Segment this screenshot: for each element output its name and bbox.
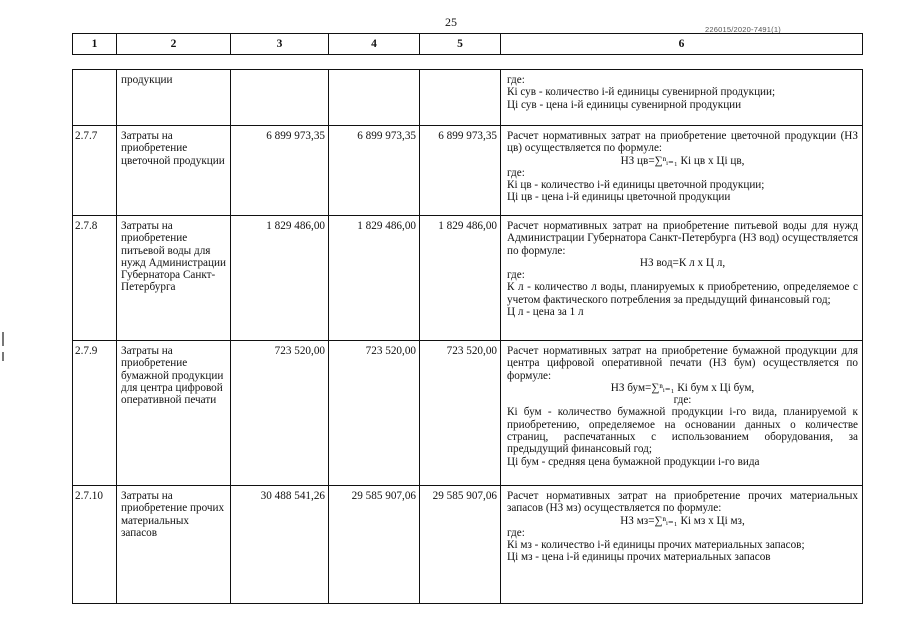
amount-year-2: 723 520,00 — [329, 341, 420, 486]
calculation-description — [501, 70, 863, 126]
column-header-1: 1 — [73, 34, 117, 55]
amount-year-2: 29 585 907,06 — [329, 486, 420, 604]
expense-name: Затраты на приобретение цветочной продукции — [117, 126, 231, 216]
expense-name: продукции — [117, 70, 231, 126]
table-row — [73, 126, 863, 216]
calculation-intro: Расчет нормативных затрат на приобретение питьевой воды для нужд Администрации Губернатора Санкт-Петербурга (НЗ вод) осуществляется по формуле: — [507, 220, 858, 257]
row-number: 2.7.7 — [73, 126, 117, 216]
definition: Кi бум - количество бумажной продукции i-го вида, планируемой к приобретению, определяемое на основании данных о количестве страниц, распечатанных с использованием оборудования, за предыдущий финансовый год; — [507, 406, 858, 456]
calculation-description — [501, 216, 863, 341]
amount-year-1: 723 520,00 — [231, 341, 329, 486]
where-label: где: — [507, 74, 525, 86]
where-label: где: — [507, 269, 525, 282]
row-number: 2.7.8 — [73, 216, 117, 341]
amount-year-3 — [420, 70, 501, 126]
amount-year-3: 1 829 486,00 — [420, 216, 501, 341]
table-row — [73, 216, 863, 341]
amount-year-2: 1 829 486,00 — [329, 216, 420, 341]
amount-year-2: 6 899 973,35 — [329, 126, 420, 216]
formula: НЗ бум=∑ⁿᵢ₌₁ Кi бум х Цi бум, — [610, 381, 755, 394]
expense-name: Затраты на приобретение бумажной продукции для центра цифровой оперативной печати — [117, 341, 231, 486]
calculation-description — [501, 341, 863, 486]
amount-year-3: 723 520,00 — [420, 341, 501, 486]
row-number: 2.7.10 — [73, 486, 117, 604]
definition: Цi бум - средняя цена бумажной продукции i-го вида — [507, 455, 760, 468]
row-number: 2.7.9 — [73, 341, 117, 486]
table-row — [73, 341, 863, 486]
document-id-stamp: 226015/2020-7491(1) — [705, 25, 781, 34]
definition: Кi сув - количество i-й единицы сувенирной продукции; — [507, 86, 776, 99]
amount-year-1 — [231, 70, 329, 126]
expense-name: Затраты на приобретение питьевой воды для нужд Администрации Губернатора Санкт-Петербурга — [117, 216, 231, 341]
amount-year-1: 1 829 486,00 — [231, 216, 329, 341]
column-header-row — [73, 34, 863, 55]
definition: К л - количество л воды, планируемых к приобретению, определяемое с учетом фактического потребления за предыдущий финансовый год; — [507, 281, 858, 306]
formula: НЗ цв=∑ⁿᵢ₌₁ Кi цв х Цi цв, — [620, 154, 745, 167]
page-number: 25 — [445, 15, 457, 29]
calculation-description — [501, 126, 863, 216]
amount-year-1: 30 488 541,26 — [231, 486, 329, 604]
where-label: где: — [507, 166, 525, 179]
row-number — [73, 70, 117, 126]
definition: Ц л - цена за 1 л — [507, 306, 584, 319]
where-label: где: — [673, 394, 692, 407]
definition: Цi цв - цена i-й единицы цветочной продукции — [507, 191, 731, 204]
column-header-6: 6 — [501, 34, 863, 55]
scan-artifact — [2, 352, 4, 361]
amount-year-3: 29 585 907,06 — [420, 486, 501, 604]
definition: Цi мз - цена i-й единицы прочих материальных запасов — [507, 551, 771, 564]
calculation-description — [501, 486, 863, 604]
column-header-2: 2 — [117, 34, 231, 55]
calculation-intro: Расчет нормативных затрат на приобретение цветочной продукции (НЗ цв) осуществляется по формуле: — [507, 130, 858, 155]
formula: НЗ мз=∑ⁿᵢ₌₁ Кi мз х Цi мз, — [620, 514, 745, 527]
amount-year-3: 6 899 973,35 — [420, 126, 501, 216]
column-header-3: 3 — [231, 34, 329, 55]
calculation-intro: Расчет нормативных затрат на приобретение бумажной продукции для центра цифровой оперативной печати (НЗ бум) осуществляется по формуле: — [507, 345, 858, 382]
column-header-4: 4 — [329, 34, 420, 55]
column-header-5: 5 — [420, 34, 501, 55]
definition: Кi мз - количество i-й единицы прочих материальных запасов; — [507, 539, 805, 552]
scan-artifact — [2, 332, 4, 346]
definition: Цi сув - цена i-й единицы сувенирной продукции — [507, 98, 742, 111]
calculation-intro: Расчет нормативных затрат на приобретение прочих материальных запасов (НЗ мз) осуществляется по формуле: — [507, 490, 858, 515]
where-label: где: — [507, 526, 525, 539]
table-row — [73, 486, 863, 604]
amount-year-1: 6 899 973,35 — [231, 126, 329, 216]
expense-name: Затраты на приобретение прочих материальных запасов — [117, 486, 231, 604]
column-header-table — [72, 33, 863, 55]
definition: Кi цв - количество i-й единицы цветочной продукции; — [507, 179, 765, 192]
expenses-table — [72, 69, 863, 604]
table-row — [73, 70, 863, 126]
formula: НЗ вод=К л х Ц л, — [639, 256, 726, 269]
amount-year-2 — [329, 70, 420, 126]
